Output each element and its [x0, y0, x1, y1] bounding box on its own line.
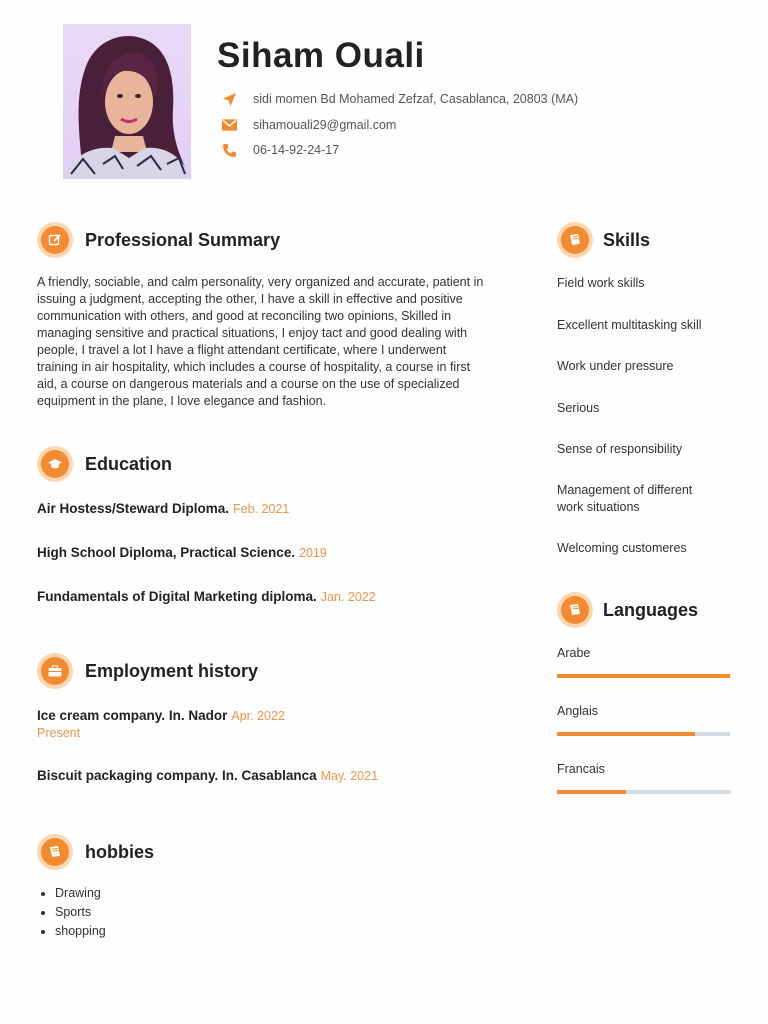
hobbies-list	[37, 886, 106, 943]
languages-heading	[561, 596, 698, 624]
hobbies-title: hobbies	[85, 841, 155, 862]
book-icon	[41, 838, 69, 866]
address-text: sidi momen Bd Mohamed Zefzaf, Casablanca, 20803 (MA)	[253, 92, 579, 106]
skill-item: Field work skills	[557, 276, 645, 290]
language-name: Anglais	[557, 704, 598, 718]
employment-date: May. 2021	[320, 769, 379, 783]
phone-text: 06-14-92-24-17	[253, 143, 340, 157]
employment-item	[37, 768, 378, 783]
education-title: Education	[85, 453, 173, 474]
phone-icon	[221, 142, 237, 158]
skill-item: Sense of responsibility	[557, 442, 683, 456]
summary-heading	[41, 226, 280, 254]
employment-date: Apr. 2022	[231, 709, 285, 723]
skills-heading	[561, 226, 650, 254]
language-level-fill	[557, 674, 730, 678]
list-item: • Drawing	[55, 886, 106, 900]
education-item	[37, 545, 327, 560]
employment-end: Present	[37, 726, 81, 740]
language-level-fill	[557, 732, 695, 736]
email-row	[221, 117, 396, 133]
education-date: Jan. 2022	[320, 590, 376, 604]
language-name: Arabe	[557, 646, 591, 660]
skill-item: Excellent multitasking skill	[557, 318, 702, 332]
education-date: Feb. 2021	[233, 502, 290, 516]
education-item	[37, 589, 376, 604]
language-level-bar	[557, 674, 730, 678]
profile-photo	[63, 24, 191, 179]
employment-item	[37, 708, 285, 740]
summary-title: Professional Summary	[85, 229, 281, 250]
book-icon	[561, 226, 589, 254]
envelope-icon	[221, 117, 237, 133]
address-row	[221, 91, 578, 107]
education-degree: Air Hostess/Steward Diploma.	[37, 501, 230, 516]
graduation-cap-icon	[41, 450, 69, 478]
location-arrow-icon	[221, 91, 237, 107]
skill-item: Serious	[557, 401, 600, 415]
languages-title: Languages	[603, 599, 699, 620]
hobbies-heading	[41, 838, 154, 866]
phone-row	[221, 142, 339, 158]
education-date: 2019	[299, 546, 327, 560]
skill-item: Management of different work situations	[557, 483, 693, 514]
book-icon	[561, 596, 589, 624]
language-level-bar	[557, 732, 730, 736]
employment-title: Employment history	[85, 660, 259, 681]
employer-name: Ice cream company. In. Nador	[37, 708, 228, 723]
education-heading	[41, 450, 172, 478]
skill-item: Work under pressure	[557, 359, 674, 373]
employer-name: Biscuit packaging company. In. Casablanca	[37, 768, 317, 783]
education-item	[37, 501, 289, 516]
summary-text: A friendly, sociable, and calm personality, very organized and accurate, patient in issuing a judgment, accepting the other, I have a skill in effective and positive communication with others, and good at reconciling two opinions, Skilled in managing sensitive and practical situations, I enjoy tact and good dealing with people, I travel a lot I have a flight attendant certificate, where I underwent training in air hospitality, which includes a course of hospitality, a course in first aid, a course on dangerous materials and a course on the use of specialized equipment in the plane, I love elegance and fashion.	[37, 275, 484, 408]
email-text[interactable]: sihamouali29@gmail.com	[253, 118, 397, 132]
full-name: Siham Ouali	[217, 36, 425, 75]
briefcase-icon	[41, 657, 69, 685]
employment-heading	[41, 657, 258, 685]
language-level-bar	[557, 790, 730, 794]
language-name: Francais	[557, 762, 605, 776]
education-degree: Fundamentals of Digital Marketing diploma.	[37, 589, 317, 604]
list-item: • shopping	[55, 924, 106, 938]
language-level-fill	[557, 790, 626, 794]
list-item: • Sports	[55, 905, 106, 919]
edit-icon	[41, 226, 69, 254]
education-degree: High School Diploma, Practical Science.	[37, 545, 296, 560]
skills-title: Skills	[603, 229, 651, 250]
skill-item: Welcoming customeres	[557, 541, 687, 555]
